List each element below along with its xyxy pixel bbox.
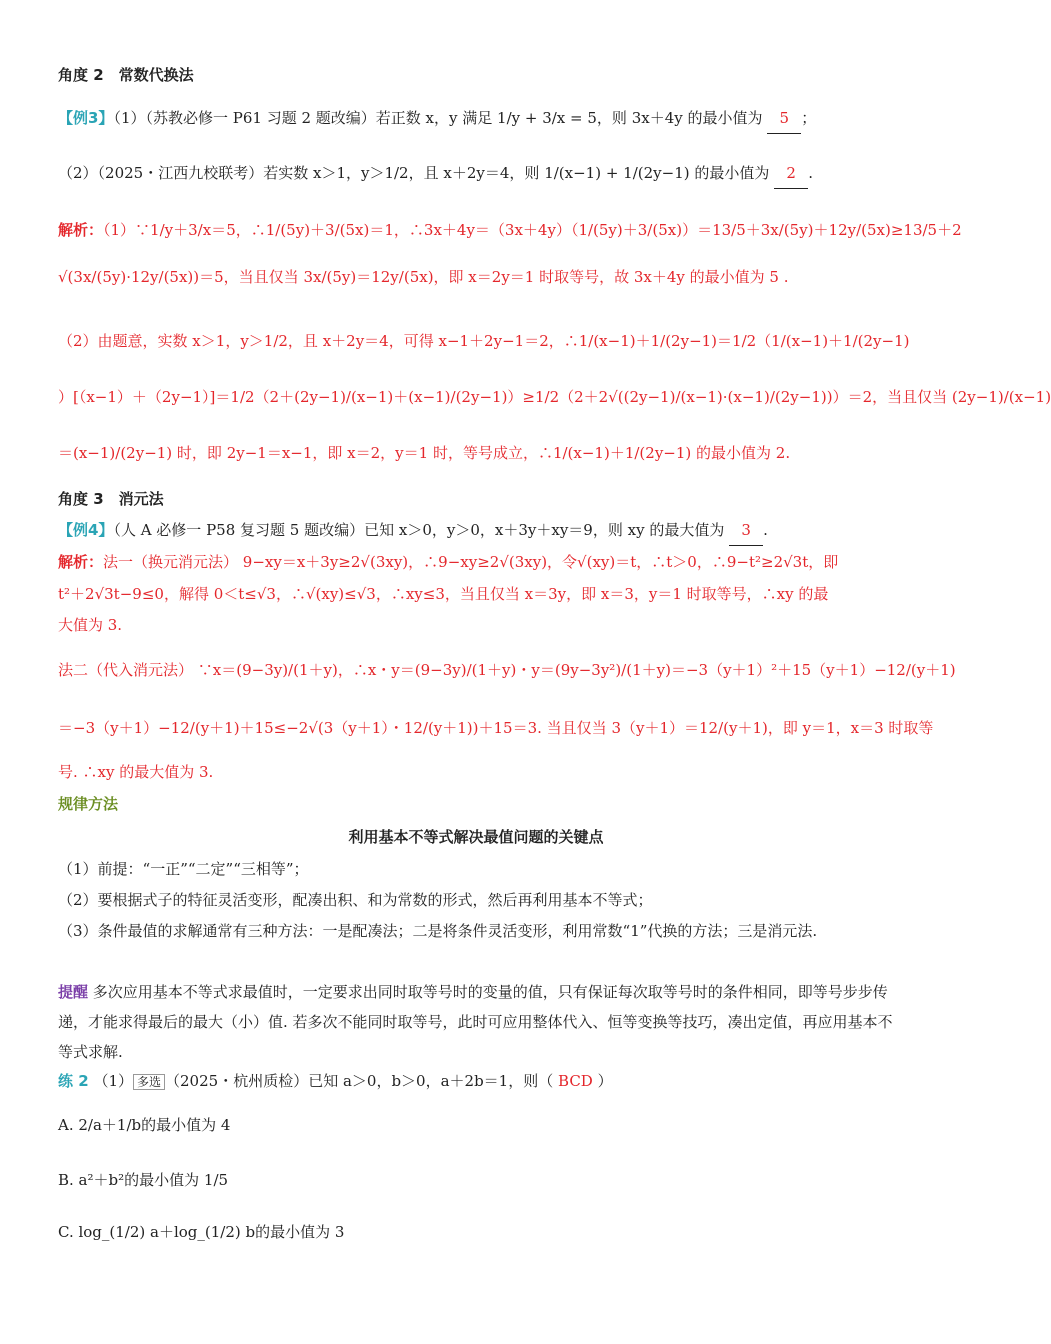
option-c-expr: C. log_(1/2) a＋log_(1/2) b <box>58 1223 256 1241</box>
ex3-answer2: 2 <box>774 158 808 189</box>
ex3-sol2-line1: （2）由题意，实数 x＞1，y＞1/2，且 x＋2y＝4，可得 x−1＋2y−1＝2，∴1/(x−1)＋1/(2y−1)＝1/2（1/(x−1)＋1/(2y−1) <box>58 332 910 350</box>
ex3-sol1-line1 <box>58 215 962 245</box>
tip-label: 提醒 <box>58 983 89 1001</box>
ex4-m2-line3: 号. ∴xy 的最大值为 3. <box>58 763 214 781</box>
option-a-expr: A. 2/a＋1/b <box>58 1116 142 1134</box>
ex3-part2: （2）（2025・江西九校联考）若实数 x＞1，y＞1/2，且 x＋2y＝4，则 1/(x−1) + 1/(2y−1) 的最小值为 2 . <box>58 158 894 189</box>
ex3-p1-prefix: （1）（苏教必修一 P61 习题 2 题改编）若正数 x，y 满足 <box>113 109 493 127</box>
practice-prompt-prefix: （1） <box>93 1072 133 1090</box>
angle3-title: 角度 3 消元法 <box>58 490 164 508</box>
ex3-p2-suffix: 的最小值为 <box>694 164 770 182</box>
ex4-m2-line2: ＝−3（y＋1）−12/(y＋1)＋15≤−2√(3（y＋1）・12/(y＋1))＋15＝3. 当且仅当 3（y＋1）＝12/(y＋1)，即 y＝1，x＝3 时取等 <box>58 719 934 737</box>
rules-item2: （2）要根据式子的特征灵活变形，配凑出积、和为常数的形式，然后再利用基本不等式； <box>58 891 653 909</box>
ex3-sol2-line2: ）[（x−1）＋（2y−1）]＝1/2（2＋(2y−1)/(x−1)＋(x−1)/(2y−1)）≥1/2（2＋2√((2y−1)/(x−1)·(x−1)/(2y−1))）＝2，当且仅当 (2y−1)/(x−1) <box>58 388 1051 406</box>
ex4-m1-line3: 大值为 3. <box>58 616 123 634</box>
ex3-p1-suffix: ，则 3x＋4y 的最小值为 <box>596 109 763 127</box>
practice-label: 练 2 <box>58 1072 89 1090</box>
ex4-label: 【例4】 <box>58 521 114 539</box>
option-b-text: 的最小值为 1/5 <box>124 1171 229 1189</box>
option-c-text: 的最小值为 3 <box>255 1223 345 1241</box>
ex3-sol-label: 解析： <box>58 221 104 239</box>
ex4-prompt-text: （人 A 必修一 P58 复习题 5 题改编）已知 x＞0，y＞0，x＋3y＋xy＝9，则 xy 的最大值为 <box>113 521 725 539</box>
rules-heading: 利用基本不等式解决最值问题的关键点 <box>348 828 604 846</box>
ex4-m2-line1: 法二（代入消元法） ∵x＝(9−3y)/(1＋y)，∴x・y＝(9−3y)/(1＋y)・y＝(9y−3y²)/(1＋y)＝−3（y＋1）²＋15（y＋1）−12/(y＋1) <box>58 661 956 679</box>
option-b <box>58 1165 894 1195</box>
ex4-prompt: 【例4】（人 A 必修一 P58 复习题 5 题改编）已知 x＞0，y＞0，x＋3y＋xy＝9，则 xy 的最大值为 3 . <box>58 515 894 546</box>
option-b-expr: B. a²＋b² <box>58 1171 125 1189</box>
angle2-title: 角度 2 常数代换法 <box>58 66 194 84</box>
ex3-p2-prefix: （2）（2025・江西九校联考）若实数 x＞1，y＞1/2，且 x＋2y＝4，则 <box>58 164 540 182</box>
option-a <box>58 1110 894 1140</box>
practice-prompt-text: （2025・杭州质检）已知 a＞0，b＞0，a＋2b＝1，则（ <box>165 1072 554 1090</box>
practice-prompt <box>58 1066 894 1097</box>
ex3-label: 【例3】 <box>58 109 114 127</box>
rules-title: 规律方法 <box>58 795 119 813</box>
ex3-sol1-line2: √(3x/(5y)·12y/(5x))＝5，当且仅当 3x/(5y)＝12y/(5x)，即 x＝2y＝1 时取等号，故 3x＋4y 的最小值为 5 . <box>58 268 789 286</box>
option-a-text: 的最小值为 4 <box>141 1116 231 1134</box>
ex4-answer: 3 <box>729 515 763 546</box>
ex4-sol-label: 解析： <box>58 553 104 571</box>
rules-item1: （1）前提：“一正”“二定”“三相等”； <box>58 860 309 878</box>
rules-item3: （3）条件最值的求解通常有三种方法：一是配凑法；二是将条件灵活变形，利用常数“1”代换的方法；三是消元法. <box>58 922 818 940</box>
practice-prompt-end: ） <box>597 1072 613 1090</box>
ex3-answer1: 5 <box>767 103 801 134</box>
ex4-m1-text1: 法一（换元消元法） 9−xy＝x＋3y≥2√(3xy)，∴9−xy≥2√(3xy)，令√(xy)＝t，∴t＞0，∴9−t²≥2√3t，即 <box>103 553 839 571</box>
tip-text: 多次应用基本不等式求最值时，一定要求出同时取等号时的变量的值，只有保证每次取等号时的条件相同，即等号步步传递，才能求得最后的最大（小）值. 若多次不能同时取等号，此时可应用整体代入、恒等变换等技巧，凑出定值，再应用基本不等式求解. <box>58 983 893 1061</box>
ex3-p2-expr: 1/(x−1) + 1/(2y−1) <box>544 164 690 182</box>
ex3-part1: 【例3】（1）（苏教必修一 P61 习题 2 题改编）若正数 x，y 满足 1/y + 3/x = 5，则 3x＋4y 的最小值为 5 ； <box>58 103 894 134</box>
ex3-sol2-line3: ＝(x−1)/(2y−1) 时，即 2y−1＝x−1，即 x＝2，y＝1 时，等号成立，∴1/(x−1)＋1/(2y−1) 的最小值为 2. <box>58 444 791 462</box>
ex4-m1-line1 <box>58 547 894 577</box>
practice-answer: BCD <box>558 1072 593 1090</box>
ex3-sol1-text1: （1）∵1/y＋3/x＝5，∴1/(5y)＋3/(5x)＝1，∴3x＋4y＝（3x＋4y）（1/(5y)＋3/(5x)）＝13/5＋3x/(5y)＋12y/(5x)≥13/5＋2 <box>103 221 962 239</box>
ex3-p1-expr: 1/y + 3/x = 5 <box>497 109 597 127</box>
rules-tip <box>58 977 894 1067</box>
practice-tag: 多选 <box>133 1074 165 1090</box>
ex4-m1-line2: t²＋2√3t−9≤0，解得 0＜t≤√3，∴√(xy)≤√3，∴xy≤3，当且仅当 x＝3y，即 x＝3，y＝1 时取等号，∴xy 的最 <box>58 585 829 603</box>
option-c <box>58 1217 894 1247</box>
